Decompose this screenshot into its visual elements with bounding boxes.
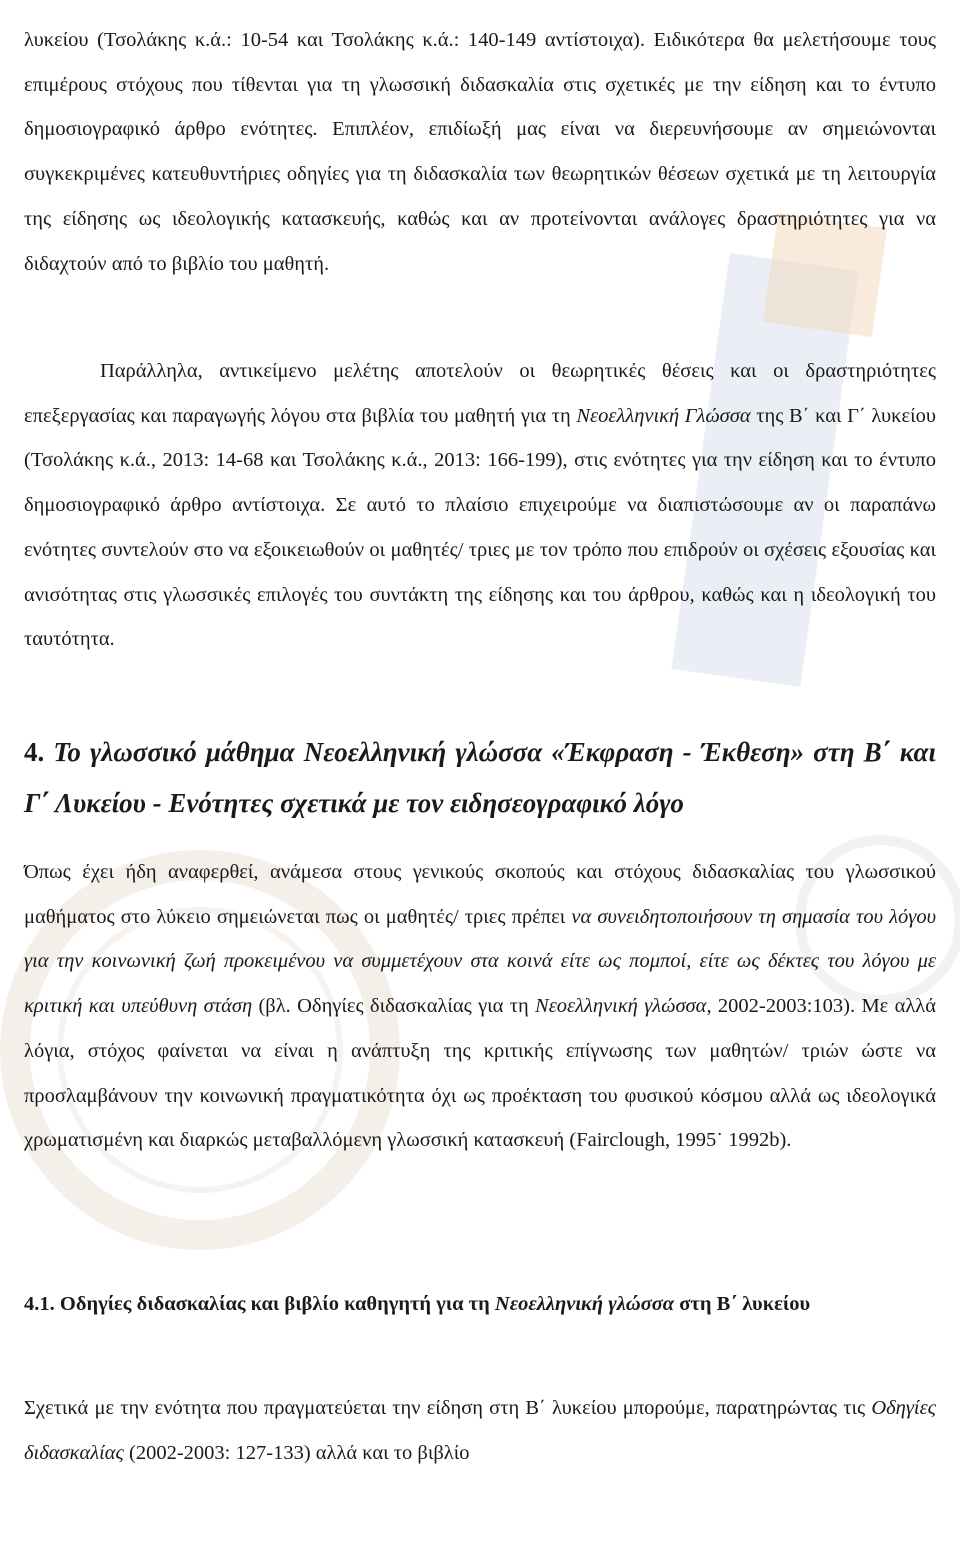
paragraph-goals: Όπως έχει ήδη αναφερθεί, ανάμεσα στους γενικούς σκοπούς και στόχους διδασκαλίας του γλωσσικού μαθήματος στο λύκειο σημειώνεται πως οι μαθητές/ τριες πρέπει να συνειδητοποιήσουν τη σημασία του λόγου για την κοινωνική ζωή προκειμένου να συμμετέχουν στα κοινά είτε ως πομποί, είτε ως δέκτες του λόγου με κριτική και υπεύθυνη στάση (βλ. Οδηγίες διδασκαλίας για τη Νεοελληνική γλώσσα, 2002-2003:103). Με αλλά λόγια, στόχος φαίνεται να είναι η ανάπτυξη της κριτικής επίγνωσης των μαθητών/ τριών ώστε να προσλαμβάνουν την κοινωνική πραγματικότητα όχι ως προέκταση του φυσικού κόσμου αλλά ως ιδεολογικά χρωματισμένη και διαρκώς μεταβαλλόμενη γλωσσική κατασκευή (Fairclough, 1995˙ 1992b).	[24, 861, 936, 1152]
quoted-goal: να συνειδητοποιήσουν τη σημασία του λόγου για την κοινωνική ζωή προκειμένου να συμμετέχουν στα κοινά είτε ως πομποί, είτε ως δέκτες του λόγου με κριτική και υπεύθυνη στάση	[24, 905, 936, 1018]
paragraph-news-unit: Σχετικά με την ενότητα που πραγματεύεται την είδηση στη Β΄ λυκείου μπορούμε, παρατηρώντας τις Οδηγίες διδασκαλίας (2002-2003: 127-133) αλλά και το βιβλίο	[24, 1397, 936, 1464]
paragraph-object-of-study: Παράλληλα, αντικείμενο μελέτης αποτελούν οι θεωρητικές θέσεις και οι δραστηριότητες επεξεργασίας και παραγωγής λόγου στα βιβλία του μαθητή για τη Νεοελληνική Γλώσσα της Β΄ και Γ΄ λυκείου (Τσολάκης κ.ά., 2013: 14-68 και Τσολάκης κ.ά., 2013: 166-199), στις ενότητες για την είδηση και το έντυπο δημοσιογραφικό άρθρο αντίστοιχα. Σε αυτό το πλαίσιο επιχειρούμε να διαπιστώσουμε αν οι παραπάνω ενότητες συντελούν στο να εξοικειωθούν οι μαθητές/ τριες με τον τρόπο που επιδρούν οι σχέσεις εξουσίας και ανισότητας στις γλωσσικές επιλογές του συντάκτη της είδησης και του άρθρου, καθώς και η ιδεολογική του ταυτότητα.	[24, 360, 936, 651]
subsection-heading-4-1: 4.1. Οδηγίες διδασκαλίας και βιβλίο καθηγητή για τη Νεοελληνική γλώσσα στη Β΄ λυκείου	[24, 1293, 811, 1315]
textbook-title: Νεοελληνική Γλώσσα	[576, 404, 751, 427]
paragraph-intro: λυκείου (Τσολάκης κ.ά.: 10-54 και Τσολάκης κ.ά.: 140-149 αντίστοιχα). Ειδικότερα θα μελετήσουμε τους επιμέρους στόχους που τίθενται για τη γλωσσική διδασκαλία στις σχετικές με την είδηση και το έντυπο δημοσιογραφικό άρθρο ενότητες. Επιπλέον, επιδίωξή μας είναι να διερευνήσουμε αν σημειώνονται συγκεκριμένες κατευθυντήριες οδηγίες για τη διδασκαλία των θεωρητικών θέσεων σχετικά με τη λειτουργία της είδησης ως ιδεολογικής κατασκευής, καθώς και αν προτείνονται ανάλογες δραστηριότητες για να διδαχτούν από το βιβλίο του μαθητή.	[24, 29, 936, 275]
section-heading-4: 4. Το γλωσσικό μάθημα Νεοελληνική γλώσσα «Έκφραση - Έκθεση» στη Β΄ και Γ΄ Λυκείου - Ενότητες σχετικά με τον ειδησεογραφικό λόγο	[24, 737, 937, 818]
